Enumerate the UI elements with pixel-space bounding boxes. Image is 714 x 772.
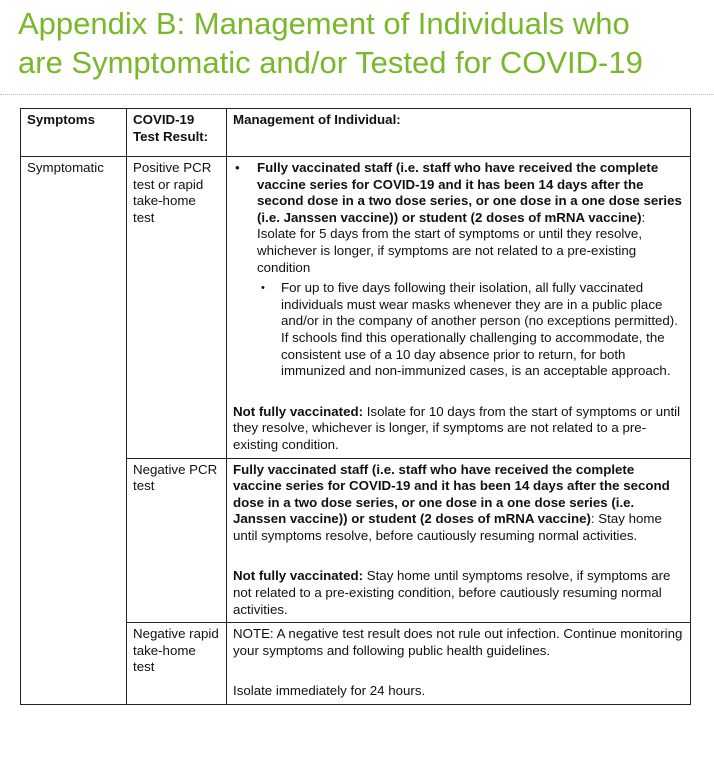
page-title (18, 4, 708, 82)
spacer (233, 380, 684, 404)
title-line-2: are Symptomatic and/or Tested for COVID-19 (18, 45, 643, 80)
result-cell-positive: Positive PCR test or rapid take-home test (127, 157, 227, 459)
management-table (20, 108, 691, 705)
result-cell-negative-rapid: Negative rapid take-home test (127, 623, 227, 705)
header-test-result: COVID-19 Test Result: (127, 109, 227, 157)
not-vaccinated-paragraph (233, 404, 684, 454)
vaccinated-criteria: Fully vaccinated staff (i.e. staff who have received the complete vaccine series for COVID-19 and it has been 14 days after the second dose in a two dose series, or one dose in a one dose series (i.e. Janssen vaccine)) or student (2 doses of mRNA vaccine) (233, 461, 670, 527)
vaccinated-instruction: : Stay home until symptoms resolve, before cautiously resuming normal activities. (233, 511, 662, 543)
list-item: • For up to five days following their isolation, all fully vaccinated individuals must wear masks whenever they are in a public place and/or in the company of another person (no exceptions permitted). If schools find this operationally challenging to accommodate, the consistent use of a 10 day absence prior to return, for both immunized and non-immunized cases, is an acceptable approach. (281, 280, 684, 380)
isolate-paragraph: Isolate immediately for 24 hours. (233, 683, 426, 699)
vaccinated-instruction: : Isolate for 5 days from the start of symptoms or until they resolve, whichever is longer, if symptoms are not related to a pre-existing condition (257, 209, 646, 275)
sub-bullet-list (257, 280, 684, 380)
vaccinated-criteria: Fully vaccinated staff (i.e. staff who have received the complete vaccine series for COVID-19 and it has been 14 days after the second dose in a two dose series, or one dose in a one dose series (i.e. Janssen vaccine)) or student (2 doses of mRNA vaccine) (257, 160, 682, 225)
header-symptoms: Symptoms (21, 109, 127, 157)
not-vaccinated-instruction: Isolate for 10 days from the start of symptoms or until they resolve, whichever is longer, if symptoms are not related to a pre-existing condition. (233, 403, 681, 452)
not-vaccinated-label: Not fully vaccinated: (233, 403, 364, 419)
not-vaccinated-label: Not fully vaccinated: (233, 568, 364, 584)
vaccinated-paragraph (233, 462, 684, 545)
spacer (233, 544, 684, 568)
spacer (233, 659, 684, 683)
not-vaccinated-instruction: Stay home until symptoms resolve, if symptoms are not related to a pre-existing condition, before cautiously resuming normal activities. (233, 568, 671, 617)
management-cell-negative-rapid (227, 623, 691, 705)
table-row (21, 157, 691, 459)
symptom-cell: Symptomatic (21, 157, 127, 705)
not-vaccinated-paragraph (233, 568, 684, 618)
dotted-divider (0, 94, 714, 95)
header-management: Management of Individual: (227, 109, 691, 157)
note-paragraph: NOTE: A negative test result does not rule out infection. Continue monitoring your symptoms and following public health guidelines. (233, 626, 683, 658)
title-line-1: Appendix B: Management of Individuals who (18, 6, 630, 41)
bullet-list (233, 160, 684, 380)
management-cell-positive (227, 157, 691, 459)
result-cell-negative-pcr: Negative PCR test (127, 458, 227, 623)
management-cell-negative-pcr (227, 458, 691, 623)
list-item (257, 160, 684, 380)
table-header-row (21, 109, 691, 157)
